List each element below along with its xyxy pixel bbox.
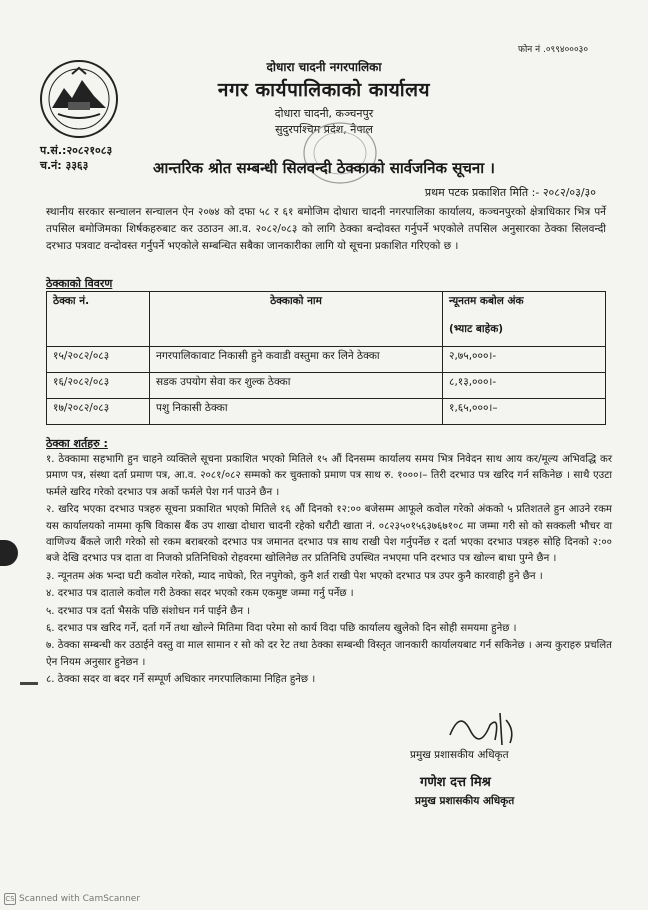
municipality-name: दोधारा चादनी नगरपालिका (266, 60, 382, 74)
condition-item: ८. ठेक्का सदर वा बदर गर्ने सम्पूर्ण अधिकार नगरपालिकामा निहित हुनेछ । (46, 674, 316, 686)
contract-no: १६/२०८२/०८३ (47, 373, 150, 399)
publish-date: प्रथम पटक प्रकाशित मिति :- २०८२/०३/३० (424, 186, 596, 199)
camscanner-icon: CS (5, 895, 15, 903)
handwritten-signature (440, 705, 530, 750)
min-bid: १,६५,०००।– (443, 399, 606, 425)
scan-mark (20, 682, 38, 685)
contract-no: १७/२०८२/०८३ (47, 399, 150, 425)
min-bid: २,७५,०००।- (443, 347, 606, 373)
table-row (47, 347, 606, 373)
condition-item: ३. न्यूनतम अंक भन्दा घटी कवोल गरेको, म्याद नाघेको, रित नपुगेको, कुनै शर्त राखी पेश भएको दरभाउ पत्र उपर कुनै कारवाही हुने छैन । (46, 570, 543, 582)
condition-item: २. खरिद भएका दरभाउ पत्रहरु सूचना प्रकाशित भएको मितिले १६ औं दिनको १२:०० बजेसम्म आफूले कवोल गरेको अंकको ५ प्रतिशतले हुन आउने रकम यस कार्यालयको नाममा कृषि विकास बैंक उप शाखा दोधारा चादनी रहेको धरौटी खाता नं. ०८२३५०१५६३७६७१०८ मा जम्मा गरी सो को सक्कली भौचर वा वाणिज्य बैंकले जारी गरेको सो रकम बराबरको दरभाउ पत्र जमानत दरभाउ पत्र साथ राखी पेश गर्नुपर्नेछ र दर्ता भएका दरभाउ पत्रहरु सोहि दिनको २:०० बजे देखि दरभाउ पत्र दाता वा निजको प्रतिनिधिको रोहवरमा खोलिनेछ तर प्रतिनिधि उपस्थित नभएमा पनि दरभाउ पत्र खोल्न बाधा पुग्ने छैन । (46, 504, 612, 565)
chalani-number: च.नं: ३३६३ (40, 159, 89, 172)
signatory-role: प्रमुख प्रशासकीय अधिकृत (410, 749, 509, 761)
notice-title: आन्तरिक श्रोत सम्बन्धी सिलवन्दी ठेक्काको सार्वजनिक सूचना । (152, 159, 495, 177)
table-header-row (47, 292, 606, 347)
condition-item: ५. दरभाउ पत्र दर्ता भैसके पछि संशोधन गर्न पाईने छैन । (46, 605, 251, 617)
condition-item: १. ठेक्कामा सहभागि हुन चाहने व्यक्तिले सूचना प्रकाशित भएको मितिले १५ औं दिनसम्म कार्यालय समय भित्र निवेदन साथ आय कर/मूल्य अभिवद्धि कर प्रमाण पत्र, संस्था दर्ता प्रमाण पत्र, आ.व. २०८१/०८२ सम्मको कर चुक्ताको प्रमाण पत्र साथ रु. १०००।– तिरी दरभाउ पत्र खरिद गर्न सकिनेछ । साथै एउटा फर्मले खरिद गरेको दरभाउ पत्र अर्को फर्मले पेश गर्न पाउने छैन । (46, 454, 612, 498)
header-min-bid (443, 292, 606, 347)
table-title: ठेक्काको विवरण (46, 277, 113, 290)
header-contract-name (150, 292, 443, 347)
camscanner-watermark (4, 893, 140, 905)
office-name: नगर कार्यपालिकाको कार्यालय (217, 79, 431, 101)
contract-details-table (46, 291, 606, 425)
contract-name: नगरपालिकावाट निकासी हुने कवाडी वस्तुमा कर लिने ठेक्का (150, 347, 443, 373)
header-vat-note: (भ्याट बाहेक) (449, 323, 504, 335)
contract-no: १५/२०८२/०८३ (47, 347, 150, 373)
intro-paragraph: स्थानीय सरकार सन्चालन सन्चालन ऐन २०७४ को दफा ५८ र ६१ बमोजिम दोधारा चादनी नगरपालिका कार्यालय, कञ्चनपुरको क्षेत्राधिकार भित्र पर्ने तपसिल बमोजिमका शिर्षकहरुबाट कर उठाउन आ.व. २०८२/०८३ को लागि ठेक्का बन्दोवस्त गर्नुपर्ने भएकोले तपसिल अनुसारका ठेक्का सिलवन्दी दरभाउ पत्रवाट वन्दोवस्त गर्नुपर्ने भएकोले सम्बन्धित सबैका जानकारीका लागि यो सूचना प्रकाशित गरिएको छ । (46, 206, 606, 252)
conditions-list (46, 452, 612, 690)
signatory-role-printed: प्रमुख प्रशासकीय अधिकृत (415, 795, 515, 807)
patra-sankhya: प.सं.:२०८२१०८३ (40, 144, 113, 157)
condition-item: ६. दरभाउ पत्र खरिद गर्ने, दर्ता गर्ने तथा खोल्ने मितिमा विदा परेमा सो कार्य विदा पछि कार्यालय खुलेको दिन सोही समयमा हुनेछ । (46, 623, 517, 635)
table-row (47, 399, 606, 425)
min-bid: ८,१३,०००।- (443, 373, 606, 399)
table-row (47, 373, 606, 399)
conditions-title: ठेक्का शर्तहरु : (46, 437, 108, 450)
camscanner-text: Scanned with CamScanner (19, 894, 141, 904)
contract-name: पशु निकासी ठेक्का (150, 399, 443, 425)
punch-hole-mark (0, 540, 18, 566)
signatory-name: गणेश दत्त मिश्र (420, 775, 491, 790)
condition-item: ७. ठेक्का सम्बन्धी कर उठाईने वस्तु वा माल सामान र सो को दर रेट तथा ठेक्का सम्बन्धी विस्तृत जानकारी कार्यालयबाट गर्न सकिनेछ । अन्य कुराहरु प्रचलित ऐन नियम अनुसार हुनेछन । (46, 640, 612, 668)
office-address: दोधारा चादनी, कञ्चनपुर (274, 107, 374, 120)
header-contract-no: ठेक्का नं. (47, 292, 150, 347)
phone-number: फोन नं .०९९४०००३० (518, 45, 588, 55)
header-contract-name-text: ठेक्काको नाम (270, 295, 322, 307)
office-province: सुदुरपश्चिम प्रदेश, नेपाल (275, 123, 373, 136)
contract-name: सडक उपयोग सेवा कर शुल्क ठेक्का (150, 373, 443, 399)
header-min-bid-text: न्यूनतम कबोल अंक (449, 295, 524, 307)
condition-item: ४. दरभाउ पत्र दाताले कवोल गरी ठेक्का सदर भएको रकम एकमुष्ट जम्मा गर्नु पर्नेछ । (46, 588, 354, 600)
